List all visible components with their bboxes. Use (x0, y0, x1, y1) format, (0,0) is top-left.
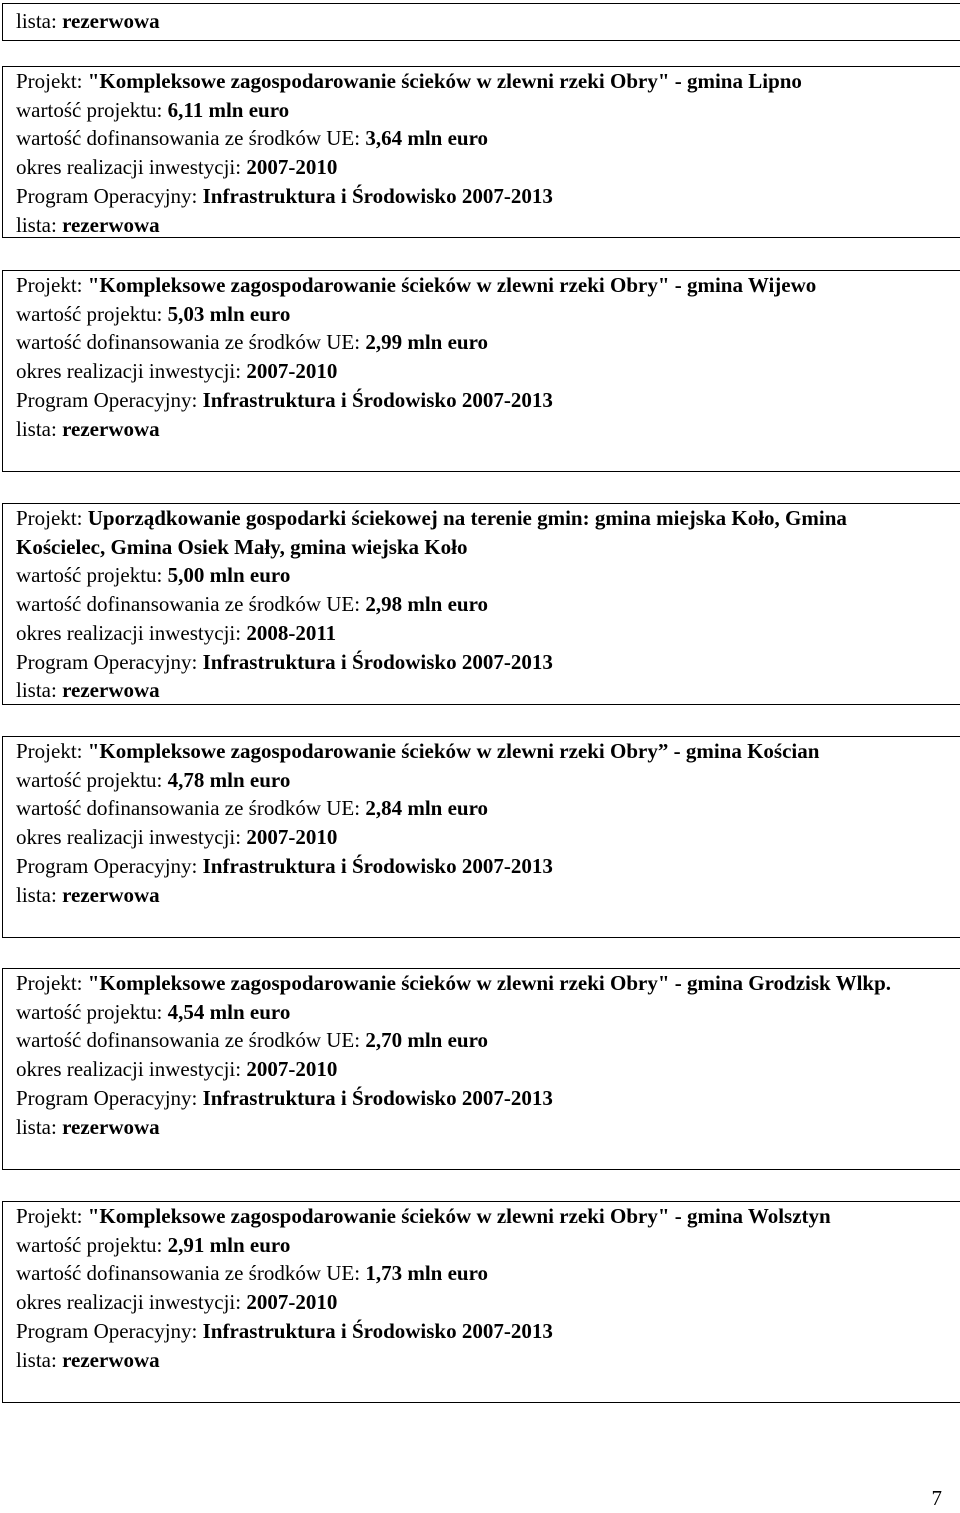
program: Infrastruktura i Środowisko 2007-2013 (202, 649, 553, 674)
value-label: wartość projektu: (16, 767, 163, 792)
eu-funding-line (16, 328, 960, 357)
period-label: okres realizacji inwestycji: (16, 1290, 242, 1315)
value-label: wartość projektu: (16, 301, 163, 326)
eu-funding-line (16, 1259, 960, 1288)
project-title: Uporządkowanie gospodarki ściekowej na terenie gmin: gmina miejska Koło, Gmina Kościelec, Gmina Osiek Mały, gmina wiejska Koło (16, 506, 847, 559)
period-label: okres realizacji inwestycji: (16, 1057, 242, 1082)
project-label: Projekt: (16, 273, 83, 297)
program-label: Program Operacyjny: (16, 387, 198, 412)
program-label: Program Operacyjny: (16, 1318, 198, 1343)
eu-funding-line (16, 590, 960, 619)
eu-funding-line (16, 1026, 960, 1055)
eu-funding-label: wartość dofinansowania ze środków UE: (16, 126, 361, 151)
project-title-line (16, 271, 960, 300)
program-label: Program Operacyjny: (16, 853, 198, 878)
list-value: rezerwowa (62, 1347, 160, 1372)
program-line (16, 648, 960, 677)
period-line (16, 619, 960, 648)
project-box (2, 736, 960, 938)
list-label: lista: (16, 678, 57, 703)
period-label: okres realizacji inwestycji: (16, 359, 242, 384)
value-label: wartość projektu: (16, 1232, 163, 1257)
period: 2008-2011 (246, 620, 337, 645)
period: 2007-2010 (246, 359, 338, 384)
list-label: lista: (16, 882, 57, 907)
project-title-line (16, 504, 960, 561)
program-line (16, 182, 960, 211)
project-box (2, 66, 960, 238)
project-title: "Kompleksowe zagospodarowanie ścieków w zlewni rzeki Obry" - gmina Wijewo (87, 273, 817, 297)
value: 4,78 mln euro (167, 767, 291, 792)
project-box (2, 1201, 960, 1403)
list-line (16, 881, 960, 910)
list-label: lista: (16, 1347, 57, 1372)
list-value: rezerwowa (62, 416, 160, 441)
project-title: "Kompleksowe zagospodarowanie ścieków w zlewni rzeki Obry" - gmina Lipno (87, 69, 802, 93)
value: 5,00 mln euro (167, 563, 291, 588)
program-label: Program Operacyjny: (16, 649, 198, 674)
period: 2007-2010 (246, 1290, 338, 1315)
project-title: "Kompleksowe zagospodarowanie ścieków w zlewni rzeki Obry” - gmina Kościan (87, 739, 820, 763)
project-box-fragment (2, 3, 960, 41)
list-line (16, 1113, 960, 1142)
project-label: Projekt: (16, 739, 83, 763)
value-line (16, 766, 960, 795)
value-line (16, 96, 960, 125)
project-title: "Kompleksowe zagospodarowanie ścieków w zlewni rzeki Obry" - gmina Wolsztyn (87, 1204, 831, 1228)
eu-funding-label: wartość dofinansowania ze środków UE: (16, 796, 361, 821)
eu-funding-line (16, 794, 960, 823)
period-line (16, 357, 960, 386)
value-line (16, 998, 960, 1027)
value-label: wartość projektu: (16, 999, 163, 1024)
list-value: rezerwowa (62, 1114, 160, 1139)
period: 2007-2010 (246, 155, 338, 180)
eu-funding: 2,98 mln euro (365, 592, 489, 617)
project-title-line (16, 737, 960, 766)
program: Infrastruktura i Środowisko 2007-2013 (202, 387, 553, 412)
eu-funding-label: wartość dofinansowania ze środków UE: (16, 1261, 361, 1286)
eu-funding: 2,84 mln euro (365, 796, 489, 821)
project-box (2, 968, 960, 1170)
list-value: rezerwowa (62, 882, 160, 907)
list-line (16, 676, 960, 705)
value: 2,91 mln euro (167, 1232, 291, 1257)
value-label: wartość projektu: (16, 97, 163, 122)
program-label: Program Operacyjny: (16, 183, 198, 208)
list-value: rezerwowa (62, 212, 160, 237)
project-label: Projekt: (16, 506, 83, 530)
eu-funding: 1,73 mln euro (365, 1261, 489, 1286)
project-label: Projekt: (16, 971, 83, 995)
eu-funding: 2,99 mln euro (365, 330, 489, 355)
project-label: Projekt: (16, 69, 83, 93)
program-line (16, 852, 960, 881)
period-line (16, 1288, 960, 1317)
project-title-line (16, 67, 960, 96)
list-line (16, 7, 960, 36)
project-title-line (16, 1202, 960, 1231)
project-box (2, 270, 960, 472)
program: Infrastruktura i Środowisko 2007-2013 (202, 1085, 553, 1110)
value: 5,03 mln euro (167, 301, 291, 326)
eu-funding: 3,64 mln euro (365, 126, 489, 151)
program: Infrastruktura i Środowisko 2007-2013 (202, 183, 553, 208)
period-line (16, 153, 960, 182)
project-title-line (16, 969, 960, 998)
program-line (16, 1317, 960, 1346)
value: 6,11 mln euro (167, 97, 290, 122)
period: 2007-2010 (246, 825, 338, 850)
list-label: lista: (16, 1114, 57, 1139)
page-number: 7 (931, 1486, 942, 1510)
project-title: "Kompleksowe zagospodarowanie ścieków w zlewni rzeki Obry" - gmina Grodzisk Wlkp. (87, 971, 892, 995)
value-line (16, 561, 960, 590)
period-label: okres realizacji inwestycji: (16, 155, 242, 180)
value: 4,54 mln euro (167, 999, 291, 1024)
period: 2007-2010 (246, 1057, 338, 1082)
list-line (16, 1346, 960, 1375)
program-label: Program Operacyjny: (16, 1085, 198, 1110)
program: Infrastruktura i Środowisko 2007-2013 (202, 1318, 553, 1343)
list-label: lista: (16, 9, 57, 33)
period-label: okres realizacji inwestycji: (16, 825, 242, 850)
list-label: lista: (16, 212, 57, 237)
eu-funding: 2,70 mln euro (365, 1028, 489, 1053)
period-label: okres realizacji inwestycji: (16, 620, 242, 645)
program-line (16, 1084, 960, 1113)
value-line (16, 300, 960, 329)
eu-funding-label: wartość dofinansowania ze środków UE: (16, 592, 361, 617)
project-label: Projekt: (16, 1204, 83, 1228)
list-value: rezerwowa (62, 9, 160, 33)
program-line (16, 386, 960, 415)
eu-funding-label: wartość dofinansowania ze środków UE: (16, 1028, 361, 1053)
value-line (16, 1231, 960, 1260)
eu-funding-label: wartość dofinansowania ze środków UE: (16, 330, 361, 355)
list-label: lista: (16, 416, 57, 441)
eu-funding-line (16, 124, 960, 153)
value-label: wartość projektu: (16, 563, 163, 588)
period-line (16, 823, 960, 852)
period-line (16, 1055, 960, 1084)
project-box (2, 503, 960, 705)
list-line (16, 211, 960, 240)
list-value: rezerwowa (62, 678, 160, 703)
program: Infrastruktura i Środowisko 2007-2013 (202, 853, 553, 878)
list-line (16, 415, 960, 444)
